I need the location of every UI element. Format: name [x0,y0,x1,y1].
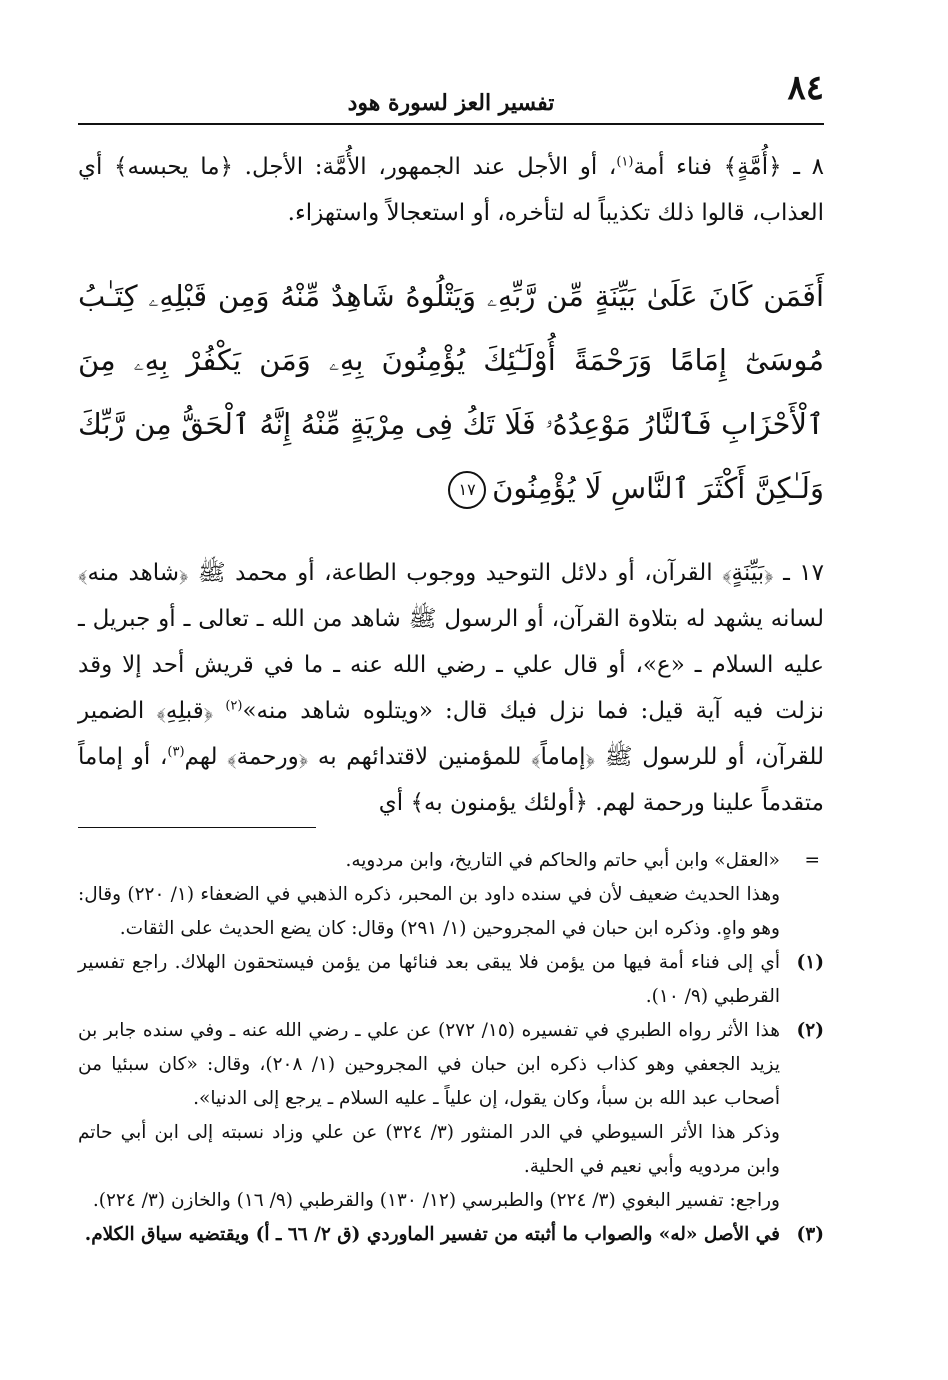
footnote-paragraph: أي إلى فناء أمة فيها من يؤمن فلا يبقى بعد فنائها من يؤمن فيستحقون الهلاك. راجع تفسير القرطبي (٩/ ١٠). [78,952,780,1007]
quran-verse [78,264,824,520]
footnote-paragraph: «العقل» وابن أبي حاتم والحاكم في التاريخ، وابن مردويه. [345,850,780,871]
commentary-text: ﴿قبلِهِ﴾ الضمير للقرآن، أو للرسول ﷺ ﴿إماماً﴾ للمؤمنين لاقتدائهم به ﴿ورحمة﴾ لهم [78,698,824,770]
header-rule [78,123,824,125]
page-number: ٨٤ [787,68,824,108]
book-page [78,62,824,1245]
footnote-label: (١) [796,952,824,973]
footnote-paragraph: وراجع: تفسير البغوي (٣/ ٢٢٤) والطبرسي (١٢/ ١٣٠) والقرطبي (٩/ ١٦) والخازن (٣/ ٢٢٤). [92,1190,780,1211]
footnote-continuation [78,844,824,946]
footnote-ref-3: (٣) [167,744,185,760]
footnote-1 [78,946,824,1014]
footnote-ref-1: (١) [616,154,634,170]
main-text [78,144,824,1245]
footnote-label: (٢) [796,1020,824,1041]
commentary-text: ، أو إماماً متقدماً علينا ورحمة لهم. ﴿أولئك يؤمنون به﴾ أي [78,744,824,816]
page-header [78,62,824,116]
continuation-mark: = [804,850,820,871]
verse-number-ornament: ١٧ [448,471,486,509]
commentary-text: ، أو الأجل عند الجمهور، الأُمَّة: الأجل. ﴿ما يحبسه﴾ أي العذاب، قالوا ذلك تكذيباً له لتأخره، أو استعجالاً واستهزاء. [78,154,824,226]
commentary-verse-8 [78,144,824,236]
footnotes [78,844,824,1252]
footnote-2 [78,1014,824,1218]
footnote-label: (٣) [796,1224,824,1245]
verse-text: أَفَمَن كَانَ عَلَىٰ بَيِّنَةٍ مِّن رَّبِّهِۦ وَيَتْلُوهُ شَاهِدٌ مِّنْهُ وَمِن قَبْلِهِۦ كِتَـٰبُ مُوسَىٰٓ إِمَامًا وَرَحْمَةً أُوْلَـٰٓئِكَ يُؤْمِنُونَ بِهِۦ وَمَن يَكْفُرْ بِهِۦ مِنَ ٱلْأَحْزَابِ فَٱلنَّارُ مَوْعِدُهُۥ فَلَا تَكُ فِى مِرْيَةٍ مِّنْهُ إِنَّهُ ٱلْحَقُّ مِن رَّبِّكَ وَلَـٰكِنَّ أَكْثَرَ ٱلنَّاسِ لَا يُؤْمِنُونَ [78,279,824,505]
footnote-paragraph: وهذا الحديث ضعيف لأن في سنده داود بن المحبر، ذكره الذهبي في الضعفاء (١/ ٢٢٠) وقال: وهو واهٍ. وذكره ابن حبان في المجروحين (١/ ٢٩١) وقال: كان يضع الحديث على الثقات. [78,884,781,939]
footnote-paragraph: وذكر هذا الأثر السيوطي في الدر المنثور (٣/ ٣٢٤) عن علي وزاد نسبته إلى ابن أبي حاتم وابن مردويه وأبي نعيم في الحلية. [78,1122,780,1177]
footnote-paragraph: في الأصل «له» والصواب ما أثبته من تفسير الماوردي (ق ٢/ ٦٦ ـ أ) ويقتضيه سياق الكلام. [84,1224,780,1245]
running-title: تفسير العز لسورة هود [347,90,555,116]
footnote-ref-2: (٢) [225,698,243,714]
footnote-3 [78,1218,824,1252]
commentary-text: ٨ ـ ﴿أُمَّةٍ﴾ فناء أمة [633,154,824,180]
footnote-paragraph: هذا الأثر رواه الطبري في تفسيره (١٥/ ٢٧٢) عن علي ـ رضي الله عنه ـ وفي سنده جابر بن يزيد الجعفي وهو كذاب ذكره ابن حبان في المجروحين (١/ ٢٠٨)، وقال: «كان سبئيا من أصحاب عبد الله بن سبأ، وكان يقول، إن علياً ـ عليه السلام ـ يرجع إلى الدنيا». [78,1020,780,1109]
commentary-text: ١٧ ـ ﴿بَيِّنَةٍ﴾ القرآن، أو دلائل التوحيد ووجوب الطاعة، أو محمد ﷺ ﴿شاهد منه﴾ لسانه يشهد له بتلاوة القرآن، أو الرسول ﷺ شاهد من الله ـ تعالى ـ أو جبريل ـ عليه السلام ـ «ع»، أو قال علي ـ رضي الله عنه ـ ما في قريش أحد إلا وقد نزلت فيه آية قيل: فما نزل فيك قال: «ويتلوه شاهد منه» [78,560,824,724]
commentary-verse-17 [78,550,824,826]
footnote-separator [78,827,316,828]
